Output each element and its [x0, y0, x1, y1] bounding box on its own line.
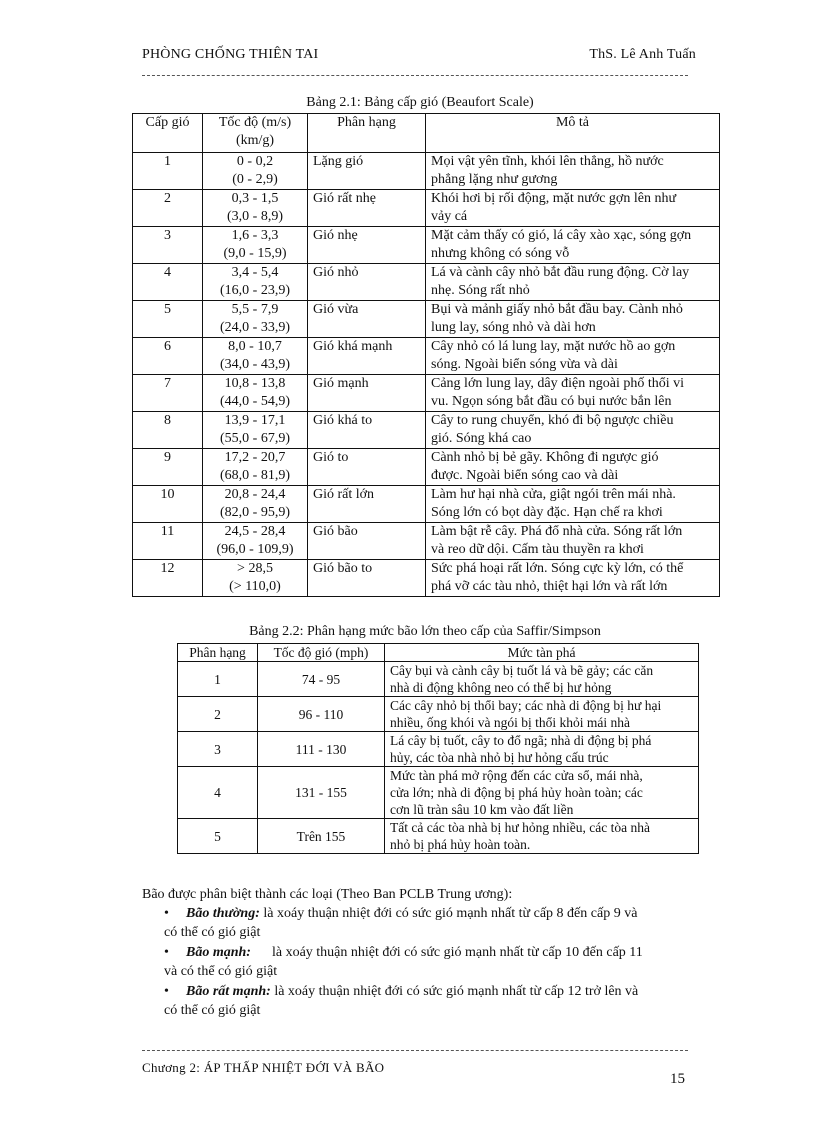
speed-kmh: (68,0 - 81,9)	[220, 468, 290, 483]
storm-type-term: Bão rất mạnh:	[186, 984, 271, 999]
desc-line: phẳng lặng như gương	[431, 172, 558, 187]
cell-speed	[203, 375, 308, 412]
speed-kmh: (3,0 - 8,9)	[227, 209, 283, 224]
storm-type-definition: là xoáy thuận nhiệt đới có sức gió mạnh nhất từ cấp 12 trở lên và	[270, 984, 639, 999]
cell-class: Gió khá mạnh	[308, 338, 426, 375]
cell-level: 1	[133, 153, 203, 190]
cell-level: 6	[133, 338, 203, 375]
cell-desc	[426, 412, 720, 449]
speed-kmh: (82,0 - 95,9)	[220, 505, 290, 520]
table-row	[178, 819, 699, 854]
cell-speed	[203, 227, 308, 264]
cell-speed	[203, 264, 308, 301]
saffir-simpson-table	[177, 643, 699, 854]
item-line-continued: và có thể có gió giật	[164, 964, 278, 979]
cell-speed: 131 - 155	[258, 767, 385, 819]
table-row	[133, 190, 720, 227]
cell-class: Gió bão	[308, 523, 426, 560]
item-line	[186, 943, 688, 962]
table-row	[133, 153, 720, 190]
header-damage: Mức tàn phá	[385, 644, 699, 662]
cell-speed: 96 - 110	[258, 697, 385, 732]
cell-class: 3	[178, 732, 258, 767]
beaufort-table	[132, 113, 720, 597]
cell-desc	[426, 486, 720, 523]
damage-line: Các cây nhỏ bị thổi bay; các nhà di động bị hư hại	[390, 698, 662, 713]
damage-line: Lá cây bị tuốt, cây to đổ ngã; nhà di động bị phá	[390, 733, 652, 748]
storm-type-definition: là xoáy thuận nhiệt đới có sức gió mạnh nhất từ cấp 8 đến cấp 9 và	[259, 906, 638, 921]
header-speed-ms: Tốc độ (m/s)	[218, 115, 292, 130]
damage-line: Mức tàn phá mở rộng đến các cửa sổ, mái nhà,	[390, 768, 643, 783]
cell-speed	[203, 338, 308, 375]
table2-caption: Bảng 2.2: Phân hạng mức bão lớn theo cấp của Saffir/Simpson	[249, 624, 601, 639]
speed-ms: 17,2 - 20,7	[224, 450, 286, 465]
desc-line: Sóng lớn có bọt dày đặc. Hạn chế ra khơi	[431, 505, 663, 520]
cell-damage	[385, 767, 699, 819]
speed-ms: 0 - 0,2	[236, 154, 274, 169]
desc-line: Khói hơi bị rối động, mặt nước gợn lên như	[431, 191, 677, 206]
table1-header-row	[133, 114, 720, 153]
speed-ms: 10,8 - 13,8	[224, 376, 286, 391]
speed-kmh: (55,0 - 67,9)	[220, 431, 290, 446]
speed-kmh: (96,0 - 109,9)	[216, 542, 294, 557]
header-level: Cấp gió	[133, 114, 203, 153]
cell-class: Gió nhẹ	[308, 227, 426, 264]
cell-speed: Trên 155	[258, 819, 385, 854]
cell-speed	[203, 449, 308, 486]
cell-damage	[385, 697, 699, 732]
desc-line: Cây to rung chuyển, khó đi bộ ngược chiều	[431, 413, 674, 428]
cell-level: 11	[133, 523, 203, 560]
speed-kmh: (0 - 2,9)	[232, 172, 278, 187]
cell-level: 10	[133, 486, 203, 523]
storm-type-definition: là xoáy thuận nhiệt đới có sức gió mạnh nhất từ cấp 10 đến cấp 11	[250, 945, 643, 960]
cell-class: 4	[178, 767, 258, 819]
storm-types-intro: Bão được phân biệt thành các loại (Theo Ban PCLB Trung ương):	[142, 887, 513, 902]
table-row	[178, 662, 699, 697]
storm-type-term: Bão thường:	[186, 906, 260, 921]
item-line-continued: có thể có gió giật	[164, 1003, 261, 1018]
table-row	[133, 523, 720, 560]
storm-type-term: Bão mạnh:	[186, 945, 251, 960]
cell-level: 12	[133, 560, 203, 597]
desc-line: Cây nhỏ có lá lung lay, mặt nước hồ ao gợn	[431, 339, 676, 354]
desc-line: Lá và cành cây nhỏ bắt đầu rung động. Cờ lay	[431, 265, 690, 280]
cell-level: 3	[133, 227, 203, 264]
speed-kmh: (9,0 - 15,9)	[223, 246, 287, 261]
cell-level: 2	[133, 190, 203, 227]
header-speed-kmh: (km/g)	[235, 133, 275, 148]
cell-class: Gió nhỏ	[308, 264, 426, 301]
speed-ms: 5,5 - 7,9	[231, 302, 279, 317]
storm-types-list	[142, 904, 688, 1021]
table-row	[133, 560, 720, 597]
speed-kmh: (> 110,0)	[229, 579, 281, 594]
cell-level: 8	[133, 412, 203, 449]
desc-line: lung lay, sóng nhỏ và dài hơn	[431, 320, 596, 335]
speed-ms: 24,5 - 28,4	[224, 524, 286, 539]
header-divider	[142, 75, 688, 76]
cell-speed	[203, 301, 308, 338]
desc-line: Làm hư hại nhà cửa, giật ngói trên mái nhà.	[431, 487, 676, 502]
cell-class: Gió to	[308, 449, 426, 486]
speed-ms: 20,8 - 24,4	[224, 487, 286, 502]
cell-class: Gió rất nhẹ	[308, 190, 426, 227]
header-class: Phân hạng	[308, 114, 426, 153]
bullet-icon: •	[164, 945, 169, 960]
cell-desc	[426, 264, 720, 301]
cell-class: Gió khá to	[308, 412, 426, 449]
desc-line: sóng. Ngoài biển sóng vừa và dài	[431, 357, 618, 372]
damage-line: hủy, các tòa nhà nhỏ bị hư hỏng cấu trúc	[390, 750, 609, 765]
speed-kmh: (44,0 - 54,9)	[220, 394, 290, 409]
page-number: 15	[670, 1071, 685, 1087]
table-row	[133, 264, 720, 301]
cell-speed	[203, 560, 308, 597]
cell-level: 5	[133, 301, 203, 338]
cell-class: 1	[178, 662, 258, 697]
desc-line: được. Ngoài biển sóng cao và dài	[431, 468, 619, 483]
desc-line: Sức phá hoại rất lớn. Sóng cực kỳ lớn, có thể	[431, 561, 684, 576]
speed-ms: 8,0 - 10,7	[228, 339, 282, 354]
list-item	[142, 982, 688, 1020]
table-row	[133, 486, 720, 523]
damage-line: Tất cả các tòa nhà bị hư hỏng nhiều, các tòa nhà	[390, 820, 650, 835]
cell-level: 9	[133, 449, 203, 486]
cell-speed	[203, 523, 308, 560]
cell-class: Lặng gió	[308, 153, 426, 190]
table-row	[133, 412, 720, 449]
footer-divider	[142, 1050, 688, 1051]
desc-line: nhưng không có sóng vỗ	[431, 246, 570, 261]
cell-speed	[203, 486, 308, 523]
cell-speed	[203, 412, 308, 449]
cell-class: 2	[178, 697, 258, 732]
item-line	[186, 982, 688, 1001]
speed-kmh: (24,0 - 33,9)	[220, 320, 290, 335]
cell-desc	[426, 190, 720, 227]
table2-header-row	[178, 644, 699, 662]
table-row	[178, 732, 699, 767]
cell-speed	[203, 190, 308, 227]
cell-desc	[426, 375, 720, 412]
damage-line: Cây bụi và cành cây bị tuốt lá và bẽ gảy; các căn	[390, 663, 654, 678]
bullet-icon: •	[164, 984, 169, 999]
cell-desc	[426, 449, 720, 486]
speed-ms: 13,9 - 17,1	[224, 413, 286, 428]
bullet-icon: •	[164, 906, 169, 921]
cell-level: 7	[133, 375, 203, 412]
cell-damage	[385, 662, 699, 697]
speed-kmh: (16,0 - 23,9)	[220, 283, 290, 298]
item-line-continued: có thể có gió giật	[164, 925, 261, 940]
cell-desc	[426, 338, 720, 375]
cell-desc	[426, 560, 720, 597]
speed-ms: 1,6 - 3,3	[231, 228, 279, 243]
table-row	[133, 301, 720, 338]
damage-line: cơn lũ tràn sâu 10 km vào đất liền	[390, 802, 574, 817]
damage-line: nhỏ bị phá hủy hoàn toàn.	[390, 837, 531, 852]
cell-speed: 74 - 95	[258, 662, 385, 697]
damage-line: nhiều, ống khói và ngói bị thổi khỏi mái nhà	[390, 715, 630, 730]
running-header-author: ThS. Lê Anh Tuấn	[589, 47, 696, 62]
desc-line: và reo dữ dội. Cấm tàu thuyền ra khơi	[431, 542, 644, 557]
cell-speed: 111 - 130	[258, 732, 385, 767]
speed-kmh: (34,0 - 43,9)	[220, 357, 290, 372]
cell-class: Gió vừa	[308, 301, 426, 338]
cell-damage	[385, 819, 699, 854]
desc-line: gió. Sóng khá cao	[431, 431, 532, 446]
cell-desc	[426, 523, 720, 560]
damage-line: cửa lớn; nhà di động bị phá hủy hoàn toàn; các	[390, 785, 643, 800]
desc-line: nhẹ. Sóng rất nhỏ	[431, 283, 530, 298]
list-item	[142, 943, 688, 981]
cell-speed	[203, 153, 308, 190]
header-speed: Tốc độ gió (mph)	[258, 644, 385, 662]
desc-line: Cành nhỏ bị bẻ gãy. Không đi ngược gió	[431, 450, 659, 465]
desc-line: Mọi vật yên tĩnh, khói lên thẳng, hồ nước	[431, 154, 664, 169]
table-row	[133, 227, 720, 264]
desc-line: vảy cá	[431, 209, 468, 224]
cell-class: 5	[178, 819, 258, 854]
table-row	[133, 449, 720, 486]
cell-desc	[426, 227, 720, 264]
desc-line: Cảng lớn lung lay, dây điện ngoài phố thổi vi	[431, 376, 685, 391]
cell-desc	[426, 153, 720, 190]
table-row	[178, 697, 699, 732]
desc-line: Bụi và mảnh giấy nhỏ bắt đầu bay. Cành nhỏ	[431, 302, 683, 317]
desc-line: phá vỡ các tàu nhỏ, thiệt hại lớn và rất lớn	[431, 579, 668, 594]
cell-desc	[426, 301, 720, 338]
running-header-title: PHÒNG CHỐNG THIÊN TAI	[142, 47, 319, 62]
cell-damage	[385, 732, 699, 767]
cell-class: Gió mạnh	[308, 375, 426, 412]
cell-class: Gió rất lớn	[308, 486, 426, 523]
speed-ms: 0,3 - 1,5	[231, 191, 279, 206]
item-line	[186, 904, 688, 923]
table1-caption: Bảng 2.1: Bảng cấp gió (Beaufort Scale)	[306, 95, 534, 110]
header-speed	[203, 114, 308, 153]
cell-class: Gió bão to	[308, 560, 426, 597]
cell-level: 4	[133, 264, 203, 301]
speed-ms: > 28,5	[237, 561, 273, 576]
table-row	[178, 767, 699, 819]
header-desc: Mô tả	[426, 114, 720, 153]
footer-chapter: Chương 2: ÁP THẤP NHIỆT ĐỚI VÀ BÃO	[142, 1060, 385, 1075]
header-class: Phân hạng	[178, 644, 258, 662]
desc-line: Làm bật rễ cây. Phá đổ nhà cửa. Sóng rất lớn	[431, 524, 683, 539]
list-item	[142, 904, 688, 942]
desc-line: vu. Ngọn sóng bắt đầu có bụi nước bắn lên	[431, 394, 672, 409]
speed-ms: 3,4 - 5,4	[231, 265, 279, 280]
table-row	[133, 338, 720, 375]
desc-line: Mặt cảm thấy có gió, lá cây xào xạc, sóng gợn	[431, 228, 692, 243]
table-row	[133, 375, 720, 412]
damage-line: nhà di động không neo có thể bị hư hỏng	[390, 680, 612, 695]
